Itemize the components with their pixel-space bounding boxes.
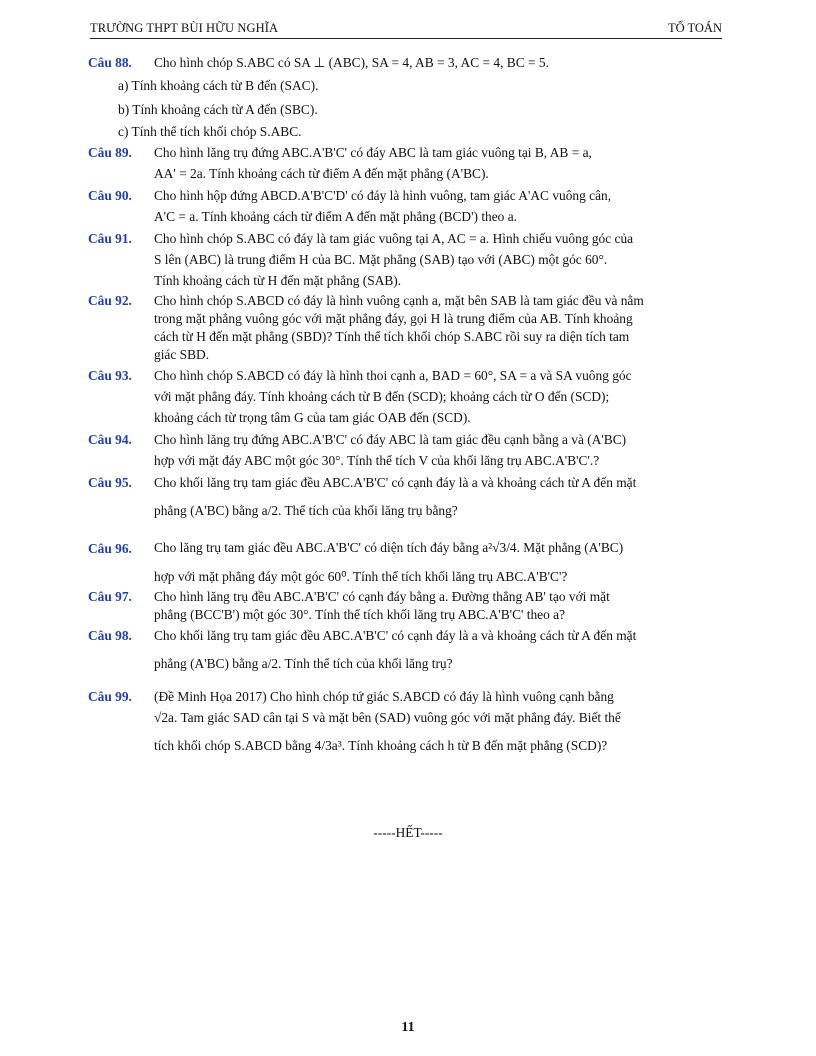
question-94 xyxy=(88,429,746,471)
question-label: Câu 90. xyxy=(88,188,132,203)
question-text: (Đề Minh Họa 2017) Cho hình chóp tứ giác S.ABCD có đáy là hình vuông cạnh bằng xyxy=(154,689,614,704)
question-text: trong mặt phẳng vuông góc với mặt phẳng đáy, gọi H là trung điểm của AB. Tính khoảng xyxy=(154,311,633,326)
question-label: Câu 94. xyxy=(88,432,132,447)
question-95 xyxy=(88,472,746,529)
question-98 xyxy=(88,625,746,682)
question-text: phẳng (A'BC) bằng a/2. Thể tích của khối lăng trụ bằng? xyxy=(154,503,458,518)
question-text: Cho hình chóp S.ABC có đáy là tam giác vuông tại A, AC = a. Hình chiếu vuông góc của xyxy=(154,231,634,246)
department-name: TỔ TOÁN xyxy=(667,21,722,35)
question-label: Câu 92. xyxy=(88,293,132,308)
question-text: Cho khối lăng trụ tam giác đều ABC.A'B'C' có cạnh đáy là a và khoảng cách từ A đến mặt xyxy=(154,475,637,490)
question-text: Tính khoảng cách từ H đến mặt phẳng (SAB). xyxy=(154,273,402,288)
question-label: Câu 91. xyxy=(88,231,132,246)
school-name: TRƯỜNG THPT BÙI HỮU NGHĨA xyxy=(90,21,279,35)
question-text: Cho hình chóp S.ABCD có đáy là hình thoi cạnh a, BAD = 60°, SA = a và SA vuông góc xyxy=(154,368,632,383)
page-header xyxy=(90,20,722,39)
question-text: Cho hình lăng trụ đứng ABC.A'B'C' có đáy ABC là tam giác đều cạnh bằng a và (A'BC) xyxy=(154,432,627,447)
question-text: phẳng (BCC'B') một góc 30°. Tính thể tích khối lăng trụ ABC.A'B'C' theo a? xyxy=(154,607,566,622)
question-label: Câu 93. xyxy=(88,368,132,383)
question-label: Câu 99. xyxy=(88,689,132,704)
question-97 xyxy=(88,588,746,624)
question-label: Câu 88. xyxy=(88,55,132,70)
end-mark: -----HẾT----- xyxy=(373,825,443,840)
question-text: √2a. Tam giác SAD cân tại S và mặt bên (SAD) vuông góc với mặt phẳng đáy. Biết thể xyxy=(154,710,621,725)
question-text: với mặt phẳng đáy. Tính khoảng cách từ B đến (SCD); khoảng cách từ O đến (SCD); xyxy=(154,389,610,404)
sub-question-b: b) Tính khoảng cách từ A đến (SBC). xyxy=(118,102,318,117)
question-89 xyxy=(88,142,746,184)
question-label: Câu 96. xyxy=(88,541,132,556)
question-text: phẳng (A'BC) bằng a/2. Tính thể tích của khối lăng trụ? xyxy=(154,656,453,671)
page-number: 11 xyxy=(401,1020,415,1035)
question-text: hợp với mặt đáy ABC một góc 30°. Tính thể tích V của khối lăng trụ ABC.A'B'C'.? xyxy=(154,453,600,468)
question-text: Cho hình hộp đứng ABCD.A'B'C'D' có đáy là hình vuông, tam giác A'AC vuông cân, xyxy=(154,188,612,203)
question-90 xyxy=(88,185,746,227)
question-99 xyxy=(88,686,746,764)
question-text: giác SBD. xyxy=(154,347,210,362)
question-text: tích khối chóp S.ABCD bằng 4/3a³. Tính khoảng cách h từ B đến mặt phẳng (SCD)? xyxy=(154,738,608,753)
question-label: Câu 98. xyxy=(88,628,132,643)
question-text: khoảng cách từ trọng tâm G của tam giác OAB đến (SCD). xyxy=(154,410,471,425)
sub-question-c: c) Tính thể tích khối chóp S.ABC. xyxy=(118,124,302,139)
question-text: AA' = 2a. Tính khoảng cách từ điểm A đến mặt phẳng (A'BC). xyxy=(154,166,489,181)
question-text: Cho hình lăng trụ đều ABC.A'B'C' có cạnh đáy bằng a. Đường thẳng AB' tạo với mặt xyxy=(154,589,610,604)
question-text: cách từ H đến mặt phẳng (SBD)? Tính thể tích khối chóp S.ABC rồi suy ra diện tích tam xyxy=(154,329,630,344)
question-text: S lên (ABC) là trung điểm H của BC. Mặt phẳng (SAB) tạo với (ABC) một góc 60°. xyxy=(154,252,608,267)
question-label: Câu 95. xyxy=(88,475,132,490)
question-label: Câu 89. xyxy=(88,145,132,160)
question-list xyxy=(88,52,746,765)
question-text: A'C = a. Tính khoảng cách từ điểm A đến mặt phẳng (BCD') theo a. xyxy=(154,209,518,224)
question-text: Cho hình lăng trụ đứng ABC.A'B'C' có đáy ABC là tam giác vuông tại B, AB = a, xyxy=(154,145,592,160)
question-text: Cho hình chóp S.ABC có SA ⊥ (ABC), SA = 4, AB = 3, AC = 4, BC = 5. xyxy=(154,55,549,70)
question-text: Cho khối lăng trụ tam giác đều ABC.A'B'C' có cạnh đáy là a và khoảng cách từ A đến mặt xyxy=(154,628,637,643)
question-93 xyxy=(88,365,746,428)
question-text: hợp với mặt phẳng đáy một góc 60⁰. Tính thể tích khối lăng trụ ABC.A'B'C'? xyxy=(154,569,568,584)
question-96 xyxy=(88,530,746,587)
sub-question-a: a) Tính khoảng cách từ B đến (SAC). xyxy=(118,78,319,93)
question-label: Câu 97. xyxy=(88,589,132,604)
question-92 xyxy=(88,292,746,364)
question-91 xyxy=(88,228,746,291)
question-text: Cho hình chóp S.ABCD có đáy là hình vuông cạnh a, mặt bên SAB là tam giác đều và nằm xyxy=(154,293,644,308)
question-88 xyxy=(88,52,746,73)
question-text: Cho lăng trụ tam giác đều ABC.A'B'C' có diện tích đáy bằng a²√3/4. Mặt phẳng (A'BC) xyxy=(154,540,624,555)
